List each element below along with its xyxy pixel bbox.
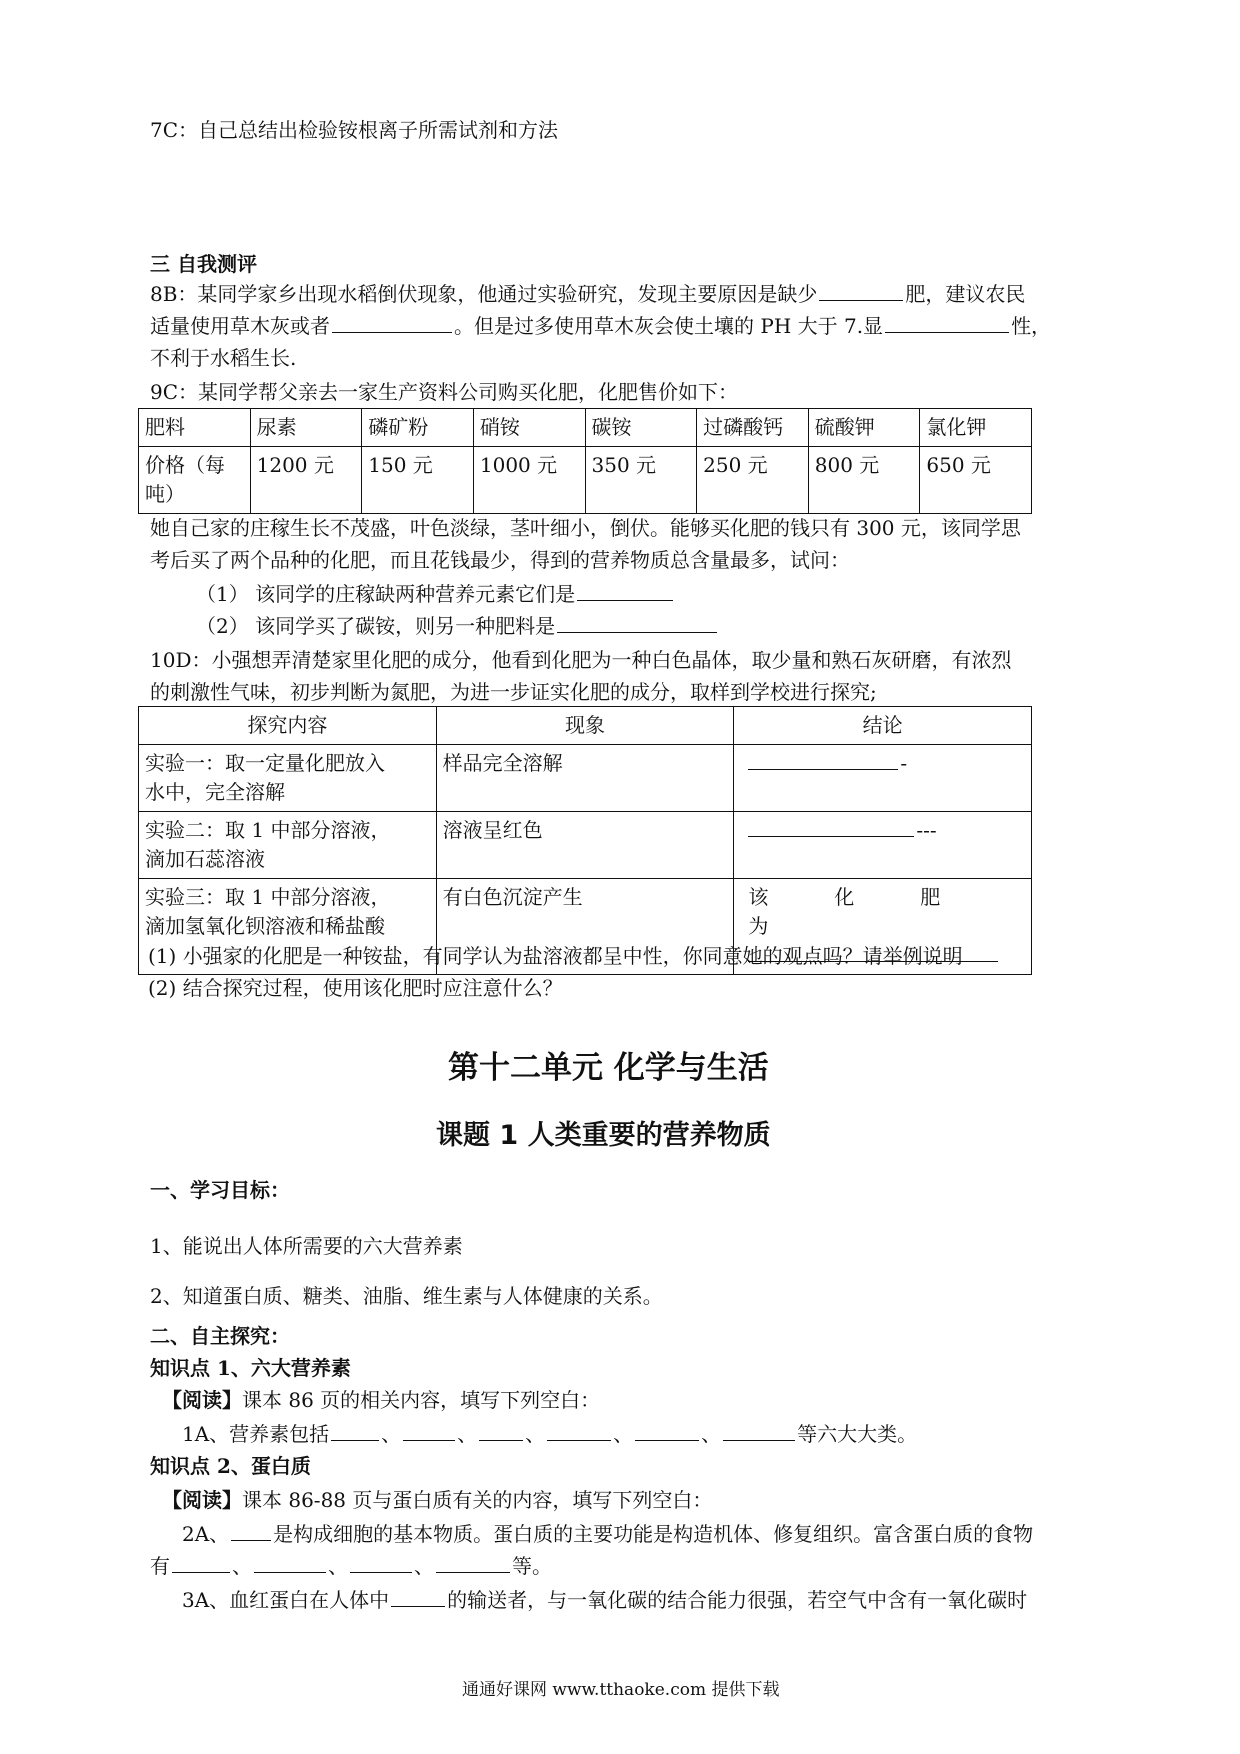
- question-7c: 7C：自己总结出检验铵根离子所需试剂和方法: [150, 118, 559, 142]
- question-2a-line1: 2A、 是构成细胞的基本物质。蛋白质的主要功能是构造机体、修复组织。富含蛋白质的食物: [182, 1522, 1034, 1546]
- table-header-cell: 探究内容: [139, 707, 437, 745]
- question-8b-line1: 8B：某同学家乡出现水稻倒伏现象，他通过实验研究，发现主要原因是缺少 肥，建议农民: [150, 282, 1026, 306]
- table-header-cell: 结论: [734, 707, 1032, 745]
- table-cell: 1200 元: [250, 447, 362, 514]
- table-cell: 150 元: [362, 447, 474, 514]
- answer-blank[interactable]: [748, 751, 898, 770]
- table-cell: 该化肥为: [734, 879, 1032, 975]
- answer-blank[interactable]: [748, 818, 914, 837]
- table-cell: 250 元: [697, 447, 809, 514]
- learning-goal-2: 2、知道蛋白质、糖类、油脂、维生素与人体健康的关系。: [150, 1284, 663, 1308]
- table-cell: 过磷酸钙: [697, 409, 809, 447]
- answer-blank[interactable]: [254, 1554, 326, 1573]
- table-cell: 氯化钾: [920, 409, 1032, 447]
- fertilizer-price-table: [138, 408, 1032, 514]
- question-1a: 1A、营养素包括 、 、 、 、 、 等六大大类。: [182, 1422, 918, 1446]
- table-row: [139, 409, 1032, 447]
- question-10d-line1: 10D：小强想弄清楚家里化肥的成分，他看到化肥为一种白色晶体，取少量和熟石灰研磨，有浓烈: [150, 648, 1012, 672]
- table-cell: 350 元: [585, 447, 697, 514]
- answer-blank[interactable]: [403, 1422, 455, 1441]
- section-heading-self-test: 三 自我测评: [150, 252, 257, 276]
- answer-blank[interactable]: [391, 1588, 445, 1607]
- table-cell: 800 元: [808, 447, 920, 514]
- table-cell: 溶液呈红色: [436, 812, 734, 879]
- table-cell: 有白色沉淀产生: [436, 879, 734, 975]
- answer-blank[interactable]: [819, 282, 903, 301]
- learning-goals-heading: 一、学习目标：: [150, 1178, 290, 1202]
- table-row: [139, 745, 1032, 812]
- self-explore-heading: 二、自主探究：: [150, 1324, 290, 1348]
- question-10d-line2: 的刺激性气味，初步判断为氮肥，为进一步证实化肥的成分，取样到学校进行探究;: [150, 680, 877, 704]
- answer-blank[interactable]: [332, 314, 452, 333]
- question-2a-line2: 有 、 、 、 等。: [150, 1554, 552, 1578]
- experiment-table: [138, 706, 1032, 975]
- question-10d-sub2: (2) 结合探究过程，使用该化肥时应注意什么？: [148, 976, 563, 1000]
- table-cell: 硝铵: [473, 409, 585, 447]
- answer-blank[interactable]: [436, 1554, 510, 1573]
- answer-blank[interactable]: [479, 1422, 523, 1441]
- table-cell: ---: [734, 812, 1032, 879]
- table-row: [139, 707, 1032, 745]
- table-cell: 样品完全溶解: [436, 745, 734, 812]
- answer-blank[interactable]: [577, 582, 673, 601]
- table-cell: 价格（每 吨）: [139, 447, 251, 514]
- question-8b-line2: 适量使用草木灰或者 。但是过多使用草木灰会使土壤的 PH 大于 7.显 性，: [150, 314, 1052, 338]
- learning-goal-1: 1、能说出人体所需要的六大营养素: [150, 1234, 463, 1258]
- answer-blank[interactable]: [331, 1422, 379, 1441]
- knowledge-point-2: 知识点 2、蛋白质: [150, 1454, 311, 1478]
- table-cell: 尿素: [250, 409, 362, 447]
- question-10d-sub1: (1) 小强家的化肥是一种铵盐，有同学认为盐溶液都呈中性，你同意她的观点吗？请举例说明: [148, 944, 963, 968]
- table-cell: 肥料: [139, 409, 251, 447]
- reading-instruction-2: 【阅读】课本 86-88 页与蛋白质有关的内容，填写下列空白：: [162, 1488, 713, 1512]
- table-cell: 磷矿粉: [362, 409, 474, 447]
- table-cell: 650 元: [920, 447, 1032, 514]
- question-3a: 3A、血红蛋白在人体中 的输送者，与一氧化碳的结合能力很强，若空气中含有一氧化碳时: [182, 1588, 1028, 1612]
- reading-instruction-1: 【阅读】课本 86 页的相关内容，填写下列空白：: [162, 1388, 601, 1412]
- table-cell: 实验二：取 1 中部分溶液， 滴加石蕊溶液: [139, 812, 437, 879]
- table-cell: 碳铵: [585, 409, 697, 447]
- table-header-cell: 现象: [436, 707, 734, 745]
- answer-blank[interactable]: [557, 614, 717, 633]
- page-footer: 通通好课网 www.tthaoke.com 提供下载: [462, 1680, 780, 1700]
- answer-blank[interactable]: [723, 1422, 795, 1441]
- table-cell: 实验一：取一定量化肥放入 水中，完全溶解: [139, 745, 437, 812]
- answer-blank[interactable]: [547, 1422, 611, 1441]
- question-9c-sub2: （2） 该同学买了碳铵，则另一种肥料是: [196, 614, 719, 638]
- table-cell: 硫酸钾: [808, 409, 920, 447]
- question-9c-intro: 9C：某同学帮父亲去一家生产资料公司购买化肥，化肥售价如下：: [150, 380, 739, 404]
- table-row: [139, 447, 1032, 514]
- question-9c-para2: 考后买了两个品种的化肥，而且花钱最少，得到的营养物质总含量最多，试问：: [150, 548, 850, 572]
- answer-blank[interactable]: [885, 314, 1009, 333]
- question-9c-sub1: （1） 该同学的庄稼缺两种营养元素它们是: [196, 582, 675, 606]
- question-8b-line3: 不利于水稻生长.: [150, 346, 297, 370]
- table-row: [139, 812, 1032, 879]
- answer-blank[interactable]: [231, 1522, 271, 1541]
- question-9c-para1: 她自己家的庄稼生长不茂盛，叶色淡绿，茎叶细小，倒伏。能够买化肥的钱只有 300 元，该同学思: [150, 516, 1021, 540]
- answer-blank[interactable]: [350, 1554, 412, 1573]
- knowledge-point-1: 知识点 1、六大营养素: [150, 1356, 351, 1380]
- table-cell: 实验三：取 1 中部分溶液， 滴加氢氧化钡溶液和稀盐酸: [139, 879, 437, 975]
- table-cell: -: [734, 745, 1032, 812]
- answer-blank[interactable]: [635, 1422, 699, 1441]
- answer-blank[interactable]: [172, 1554, 230, 1573]
- table-cell: 1000 元: [473, 447, 585, 514]
- lesson-title: 课题 1 人类重要的营养物质: [436, 1120, 771, 1151]
- unit-title: 第十二单元 化学与生活: [448, 1050, 769, 1086]
